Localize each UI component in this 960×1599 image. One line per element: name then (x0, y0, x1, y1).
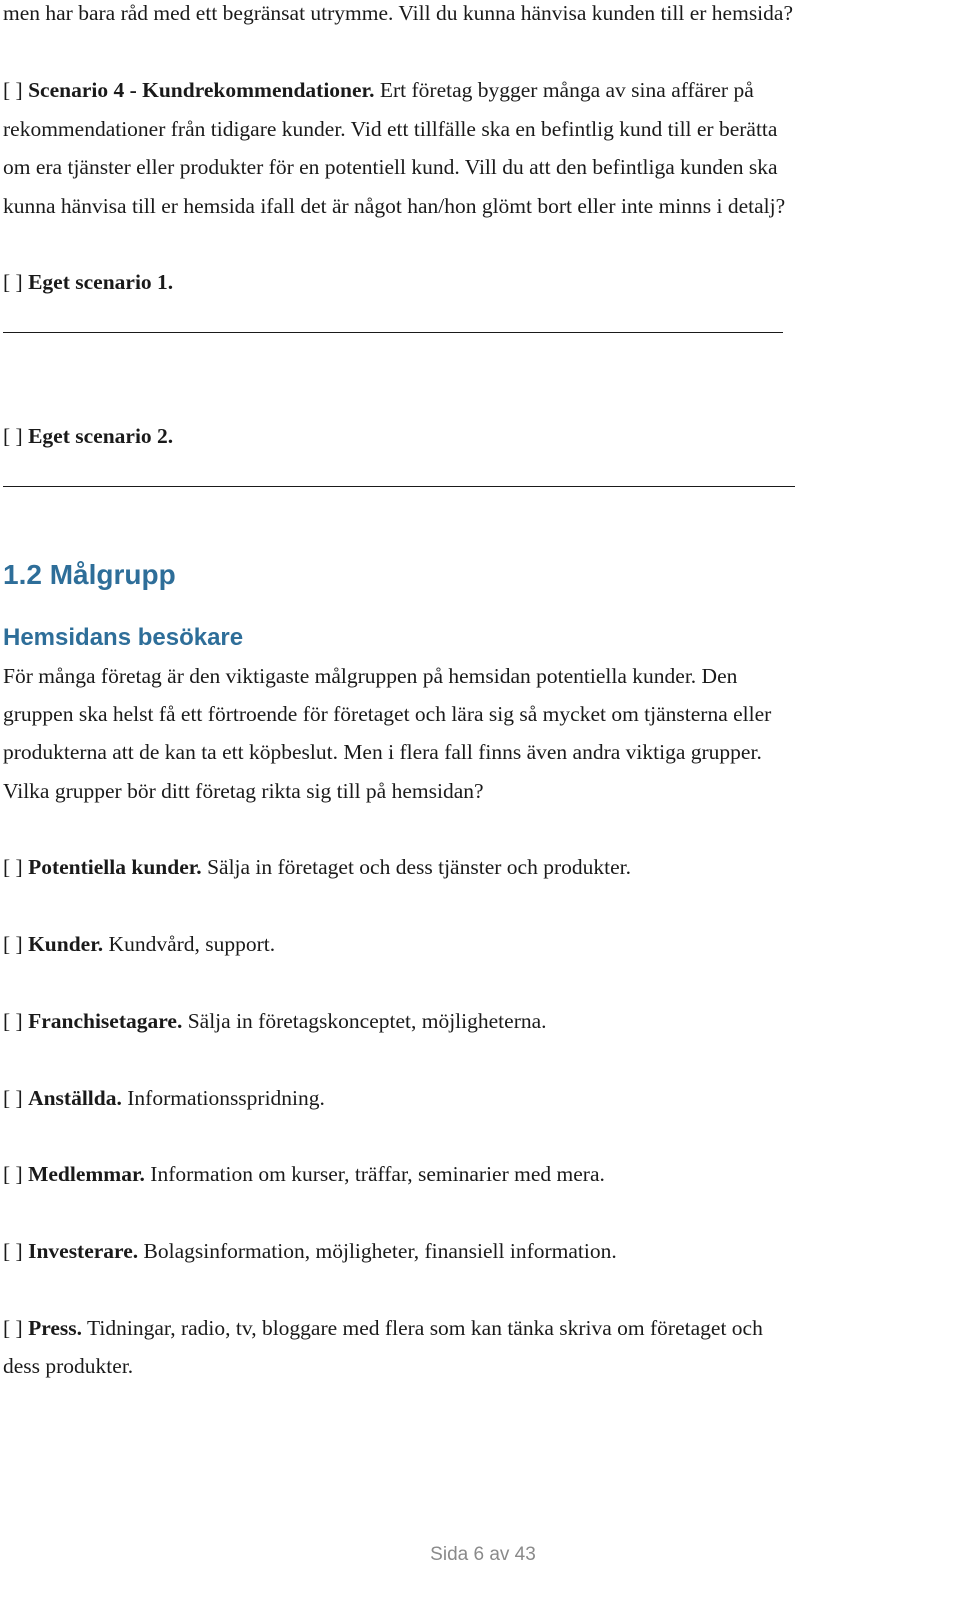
group-title: Investerare. (28, 1239, 139, 1263)
scenario-4-line-2: rekommendationer från tidigare kunder. Vid ett tillfälle ska en befintlig kund till er berätta (3, 117, 778, 141)
group-item-potential-customers (3, 848, 631, 887)
group-desc: Tidningar, radio, tv, bloggare med flera som kan tänka skriva om företaget och (87, 1316, 763, 1340)
group-item-investors (3, 1232, 617, 1271)
intro-tail-text: men har bara råd med ett begränsat utrymme. Vill du kunna hänvisa kunden till er hemsida? (3, 1, 793, 25)
checkbox-placeholder: [ ] (3, 1162, 23, 1186)
own-scenario-1-title: Eget scenario 1. (28, 270, 174, 294)
scenario-4-line-4: kunna hänvisa till er hemsida ifall det är något han/hon glömt bort eller inte minns i detalj? (3, 194, 786, 218)
checkbox-placeholder: [ ] (3, 855, 23, 879)
paragraph-line-3: produkterna att de kan ta ett köpbeslut. Men i flera fall finns även andra viktiga grupper. (3, 740, 762, 764)
group-title: Potentiella kunder. (28, 855, 202, 879)
group-desc: Information om kurser, träffar, seminarier med mera. (150, 1162, 605, 1186)
group-desc: Kundvård, support. (108, 932, 276, 956)
checkbox-placeholder: [ ] (3, 78, 23, 102)
group-item-press (3, 1309, 763, 1348)
group-item-franchisees (3, 1002, 547, 1041)
group-item-members (3, 1155, 605, 1194)
group-item-press-continuation: dess produkter. (3, 1354, 134, 1378)
scenario-4-text: Ert företag bygger många av sina affärer på (379, 78, 754, 102)
own-scenario-2 (3, 417, 173, 456)
own-scenario-2-blank-line[interactable] (3, 486, 795, 487)
page-number-footer: Sida 6 av 43 (430, 1544, 536, 1565)
group-desc: Sälja in företaget och dess tjänster och produkter. (207, 855, 631, 879)
paragraph-line-4: Vilka grupper bör ditt företag rikta sig till på hemsidan? (3, 779, 484, 803)
section-heading: 1.2 Målgrupp (3, 559, 176, 590)
group-item-employees (3, 1079, 325, 1118)
scenario-4-line-1 (3, 71, 754, 110)
paragraph-line-2: gruppen ska helst få ett förtroende för företaget och lära sig så mycket om tjänsterna eller (3, 702, 772, 726)
own-scenario-1-blank-line[interactable] (3, 332, 783, 333)
checkbox-placeholder: [ ] (3, 270, 23, 294)
section-subheading: Hemsidans besökare (3, 624, 244, 651)
group-title: Franchisetagare. (28, 1009, 183, 1033)
group-title: Medlemmar. (28, 1162, 145, 1186)
group-title: Kunder. (28, 932, 104, 956)
checkbox-placeholder: [ ] (3, 932, 23, 956)
paragraph-line-1: För många företag är den viktigaste målgruppen på hemsidan potentiella kunder. Den (3, 664, 738, 688)
checkbox-placeholder: [ ] (3, 1316, 23, 1340)
own-scenario-1 (3, 263, 173, 302)
group-title: Anställda. (28, 1086, 122, 1110)
group-desc: Sälja in företagskonceptet, möjligheterna. (187, 1009, 547, 1033)
checkbox-placeholder: [ ] (3, 1239, 23, 1263)
document-page (3, 0, 943, 1599)
checkbox-placeholder: [ ] (3, 424, 23, 448)
group-desc: Informationsspridning. (127, 1086, 325, 1110)
scenario-4-line-3: om era tjänster eller produkter för en potentiell kund. Vill du att den befintliga kunden ska (3, 155, 778, 179)
own-scenario-2-title: Eget scenario 2. (28, 424, 174, 448)
group-desc: Bolagsinformation, möjligheter, finansiell information. (143, 1239, 617, 1263)
checkbox-placeholder: [ ] (3, 1086, 23, 1110)
group-item-customers (3, 925, 275, 964)
group-title: Press. (28, 1316, 83, 1340)
checkbox-placeholder: [ ] (3, 1009, 23, 1033)
scenario-4-title: Scenario 4 - Kundrekommendationer. (28, 78, 375, 102)
